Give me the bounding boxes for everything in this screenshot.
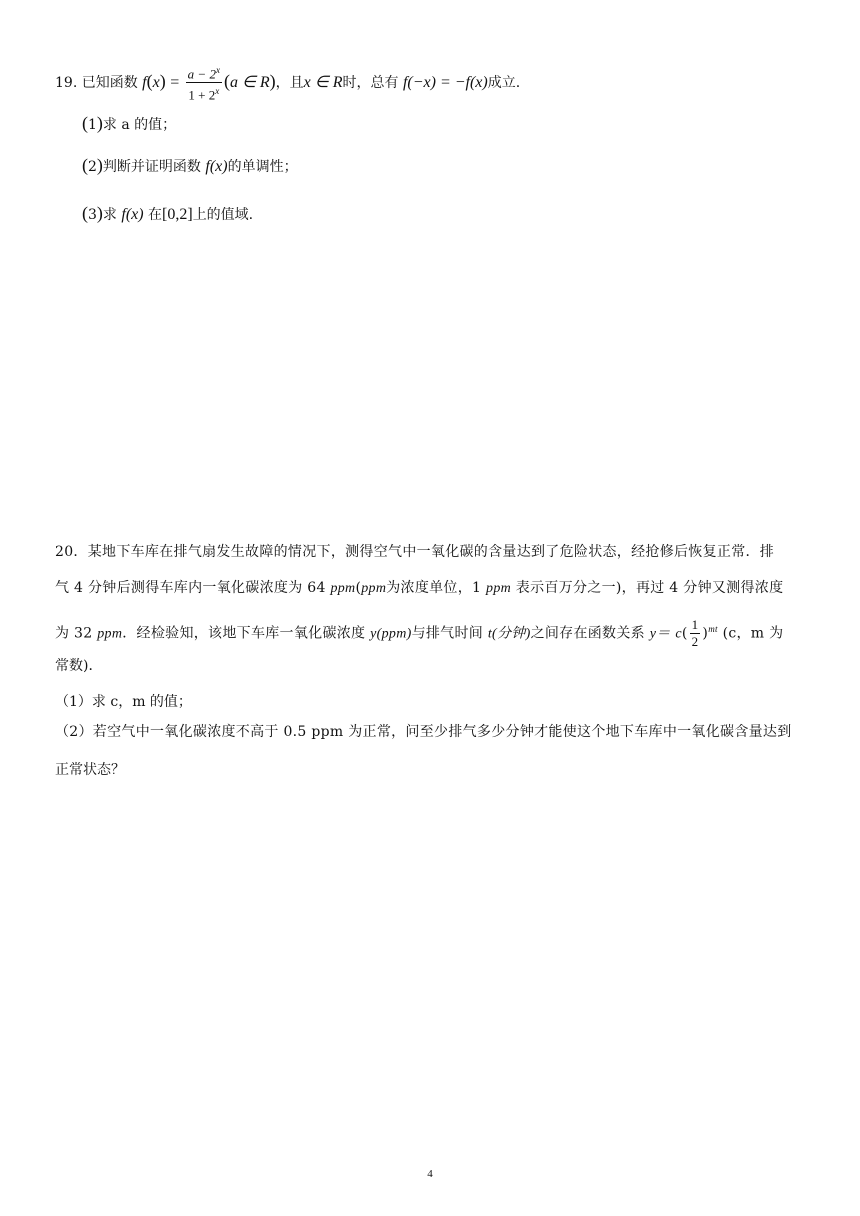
q20-part1-text: （1）求 c，m 的值； (55, 694, 192, 710)
q20-line3-c: 与排气时间 (411, 625, 484, 642)
q19-cond-open: ( (223, 70, 230, 91)
q19-denominator-exp: x (215, 86, 220, 97)
q19-part3-number: 3 (88, 207, 97, 223)
q20-y-ppm: y(ppm) (370, 626, 412, 642)
q19-part1 (82, 110, 176, 136)
q19-part3-interval: [0,2] (162, 206, 193, 223)
q20-half-den: 2 (691, 634, 699, 650)
q20-line2-d: 表示百万分之一)，再过 4 分钟又测得浓度 (515, 580, 784, 596)
q19-fraction (186, 62, 222, 104)
q20-part1 (55, 692, 192, 712)
q19-part2-text-a: 判断并证明函数 (102, 159, 201, 175)
q19-part2 (82, 152, 298, 178)
q19-part1-text: 求 a 的值； (102, 117, 177, 133)
q20-part2-line2 (55, 760, 125, 780)
q19-part3-open: ( (82, 203, 88, 223)
q20-line3-a: 为 32 (55, 625, 93, 642)
q19-paren-open: ( (146, 70, 153, 91)
q19-denominator-text: 1 + 2 (188, 87, 216, 103)
q20-line4 (55, 656, 102, 676)
q19-part2-fx: f(x) (205, 158, 228, 175)
q20-line2 (55, 578, 783, 599)
q20-line2-a: 气 4 分钟后测得车库内一氧化碳浓度为 64 (55, 580, 326, 596)
q19-part2-text-b: 的单调性； (227, 159, 298, 175)
q19-equals: = (170, 73, 180, 91)
q20-ppm-3: ppm (486, 581, 512, 596)
q19-denominator (186, 83, 222, 103)
q19-end: 成立. (487, 74, 521, 91)
q20-part2-text-2: 正常状态？ (55, 762, 125, 778)
q19-part3-text-a: 求 (102, 207, 117, 223)
q20-line2-c: 为浓度单位，1 (386, 580, 482, 596)
q20-line3: 为 32 ppm．经检验知，该地下车库一氧化碳浓度 y(ppm)与排气时间 t(分钟)之间存在函数关系 y＝ c( $\frac{1}{2}$ )$^{mt}$ (c，m 为 (55, 617, 784, 650)
q19-x: x (152, 73, 160, 91)
q19-part1-open: ( (82, 113, 88, 133)
q19-identity: f(−x) = −f(x) (402, 73, 488, 91)
q19-numerator-text: a − 2 (187, 66, 216, 82)
q19-part2-close: ) (96, 155, 103, 175)
q20-line1-text: 20．某地下车库在排气扇发生故障的情况下，测得空气中一氧化碳的含量达到了危险状态，经抢修后恢复正常．排 (55, 544, 775, 560)
q20-line3-d: 之间存在函数关系 (530, 625, 645, 642)
q19-stem (55, 62, 521, 103)
q20-line1 (55, 542, 774, 562)
q20-line2-b: ( (355, 580, 362, 596)
q20-line3-b: ．经检验知，该地下车库一氧化碳浓度 (122, 625, 366, 642)
q19-part3-text-b: 在 (148, 207, 163, 223)
q19-paren-close: ) (159, 70, 166, 91)
q19-condition: a ∈ R (229, 73, 270, 91)
q19-intro: 已知函数 (81, 74, 138, 91)
q20-yeq: y＝ (649, 626, 671, 642)
q20-line3-e: (c，m 为 (722, 625, 784, 642)
q19-part3-text-c: 上的值域. (192, 207, 254, 223)
q20-t-min: t(分钟) (487, 626, 531, 642)
q19-part2-number: 2 (88, 159, 97, 175)
q20-mt: mt (708, 624, 718, 634)
q19-cond-close: ) (269, 70, 276, 91)
q20-ppm-2: ppm (361, 581, 387, 596)
q19-part1-number: 1 (88, 117, 97, 133)
q20-ppm-1: ppm (330, 581, 356, 596)
q19-number: 19. (55, 74, 78, 91)
q19-x-in-r: x ∈ R (303, 73, 343, 91)
q19-numerator-exp: x (215, 65, 220, 75)
q19-when: 时，总有 (342, 74, 399, 91)
q20-ppm-4: ppm (97, 626, 123, 642)
q19-mid: ，且 (275, 74, 304, 91)
q20-part2-line1 (55, 722, 792, 742)
q20-line4-text: 常数)． (55, 658, 103, 674)
page-number: 4 (427, 1168, 433, 1180)
q19-part3-fx: f(x) (121, 206, 144, 223)
q19-f: f (142, 73, 147, 91)
q19-part2-open: ( (82, 155, 88, 175)
q19-part1-close: ) (96, 113, 103, 133)
q20-part2-text-1: （2）若空气中一氧化碳浓度不高于 0.5 ppm 为正常，问至少排气多少分钟才能使这个地下车库中一氧化碳含量达到 (55, 724, 792, 740)
q19-part3 (82, 200, 253, 226)
q20-half-num: 1 (691, 617, 699, 633)
q20-half-fraction (690, 617, 701, 650)
q19-part3-close: ) (96, 203, 103, 223)
q20-c: c (675, 626, 682, 642)
q19-numerator (186, 62, 222, 83)
